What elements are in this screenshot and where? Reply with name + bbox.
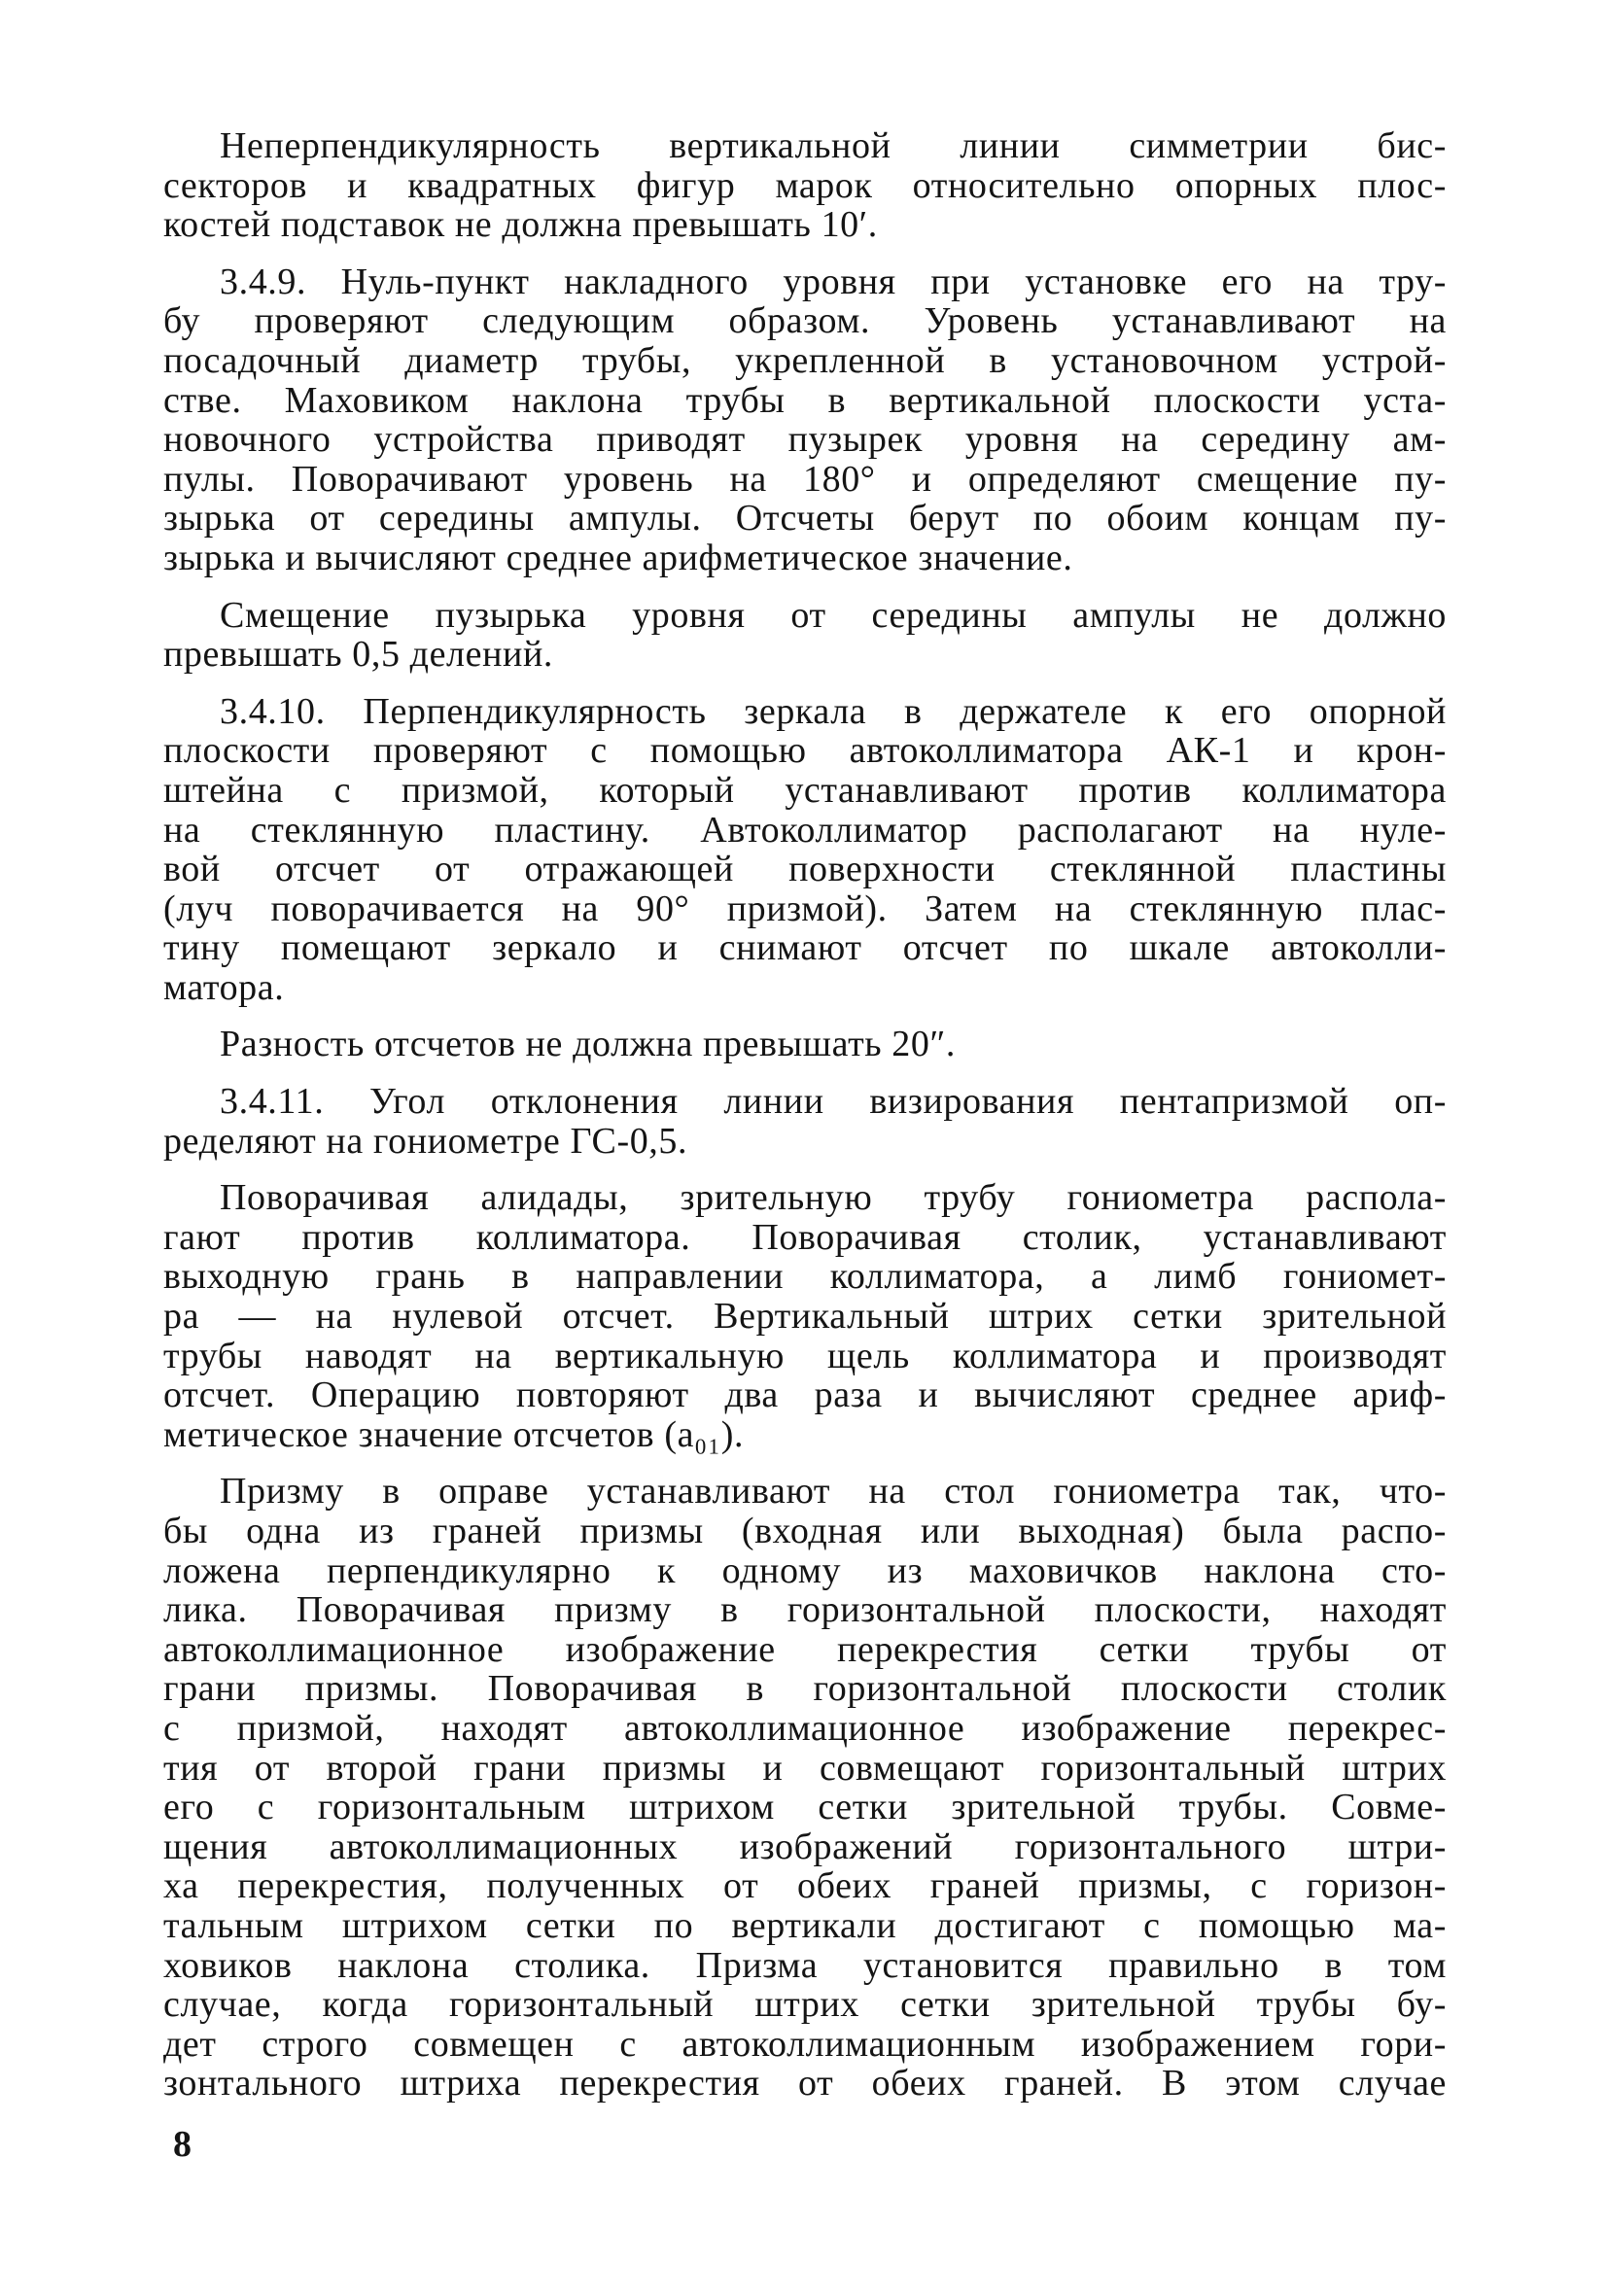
text-line: лика. Поворачивая призму в горизонтальной плоскости, находят <box>163 1589 1447 1631</box>
text-line: бу проверяют следующим образом. Уровень устанавливают на <box>163 300 1447 342</box>
text-line: трубы наводят на вертикальную щель коллиматора и производят <box>163 1335 1447 1376</box>
text-line: секторов и квадратных фигур марок относительно опорных плос- <box>163 164 1447 206</box>
text-line: бы одна из граней призмы (входная или выходная) была распо- <box>163 1511 1447 1551</box>
text-line: превышать 0,5 делений. <box>163 634 553 676</box>
text-line: матора. <box>163 966 285 1008</box>
text-line: 3.4.10. Перпендикулярность зеркала в держателе к его опорной <box>220 690 1447 732</box>
text-line: выходную грань в направлении коллиматора, а лимб гониомет- <box>163 1256 1447 1298</box>
text-line: отсчет. Операцию повторяют два раза и вычисляют среднее ариф- <box>163 1374 1447 1416</box>
paragraph-reading-difference <box>163 1025 1447 1064</box>
text-line: посадочный диаметр трубы, укрепленной в установочном устрой- <box>163 339 1447 381</box>
text-line: грани призмы. Поворачивая в горизонтальной плоскости столик <box>163 1668 1447 1710</box>
text-line: Неперпендикулярность вертикальной линии симметрии бис- <box>220 125 1447 166</box>
paragraph-alidade <box>163 1178 1447 1454</box>
text-line: тальным штрихом сетки по вертикали достигают с помощью ма- <box>163 1904 1447 1946</box>
text-line: ределяют на гониометре ГС-0,5. <box>163 1120 688 1162</box>
text-line: штейна с призмой, который устанавливают против коллиматора <box>163 769 1447 811</box>
text-line: с призмой, находят автоколлимационное изображение перекрес- <box>163 1707 1447 1749</box>
paragraph-3-4-10 <box>163 692 1447 1008</box>
text-line: ховиков наклона столика. Призма установится правильно в том <box>163 1944 1447 1986</box>
text-line: зырька и вычисляют среднее арифметическое значение. <box>163 537 1073 578</box>
paragraph-non-perpendicularity <box>163 126 1447 245</box>
text-line: Смещение пузырька уровня от середины ампулы не должно <box>220 594 1447 636</box>
text-line: автоколлимационное изображение перекрестия сетки трубы от <box>163 1628 1447 1670</box>
text-line: гают против коллиматора. Поворачивая столик, устанавливают <box>163 1216 1447 1258</box>
text-line: тину помещают зеркало и снимают отсчет по шкале автоколли- <box>163 927 1447 969</box>
text-line: ха перекрестия, полученных от обеих граней призмы, с горизон- <box>163 1865 1447 1907</box>
text-line: его с горизонтальным штрихом сетки зрительной трубы. Совме- <box>163 1787 1447 1828</box>
text-line: Поворачивая алидады, зрительную трубу гониометра распола- <box>220 1177 1447 1219</box>
text-line: новочного устройства приводят пузырек уровня на середину ам- <box>163 419 1447 461</box>
text-line: Разность отсчетов не должна превышать 20″. <box>220 1024 957 1065</box>
text-line: вой отсчет от отражающей поверхности стеклянной пластины <box>163 849 1447 890</box>
paragraph-bubble-offset <box>163 596 1447 675</box>
text-line: 3.4.9. Нуль-пункт накладного уровня при установке его на тру- <box>220 261 1447 302</box>
document-page <box>163 126 1447 2121</box>
text-line: 3.4.11. Угол отклонения линии визирования пентапризмой оп- <box>220 1081 1447 1123</box>
text-line: щения автоколлимационных изображений горизонтального штри- <box>163 1826 1447 1867</box>
text-line: пулы. Поворачивают уровень на 180° и определяют смещение пу- <box>163 458 1447 500</box>
text-line: плоскости проверяют с помощью автоколлиматора АК-1 и крон- <box>163 730 1447 772</box>
text-line: на стеклянную пластину. Автоколлиматор располагают на нуле- <box>163 809 1447 851</box>
text-line: стве. Маховиком наклона трубы в вертикальной плоскости уста- <box>163 379 1447 421</box>
page-number: 8 <box>173 2124 192 2165</box>
text-line: Призму в оправе устанавливают на стол гониометра так, что- <box>220 1471 1447 1513</box>
text-line: зонтального штриха перекрестия от обеих граней. В этом случае <box>163 2063 1447 2105</box>
text-line: (луч поворачивается на 90° призмой). Затем на стеклянную плас- <box>163 887 1447 929</box>
text-line: костей подставок не должна превышать 10′. <box>163 204 878 246</box>
text-line: дет строго совмещен с автоколлимационным изображением гори- <box>163 2023 1447 2065</box>
paragraph-prism-mounting <box>163 1472 1447 2104</box>
text-line: тия от второй грани призмы и совмещают горизонтальный штрих <box>163 1747 1447 1789</box>
text-line: ложена перпендикулярно к одному из маховичков наклона сто- <box>163 1549 1447 1591</box>
paragraph-3-4-11 <box>163 1082 1447 1161</box>
text-line: случае, когда горизонтальный штрих сетки зрительной трубы бу- <box>163 1984 1447 2026</box>
text-line: метическое значение отсчетов (a₀₁). <box>163 1413 745 1455</box>
paragraph-3-4-9 <box>163 262 1447 578</box>
text-line: ра — на нулевой отсчет. Вертикальный штрих сетки зрительной <box>163 1296 1447 1338</box>
text-line: зырька от середины ампулы. Отсчеты берут по обоим концам пу- <box>163 498 1447 539</box>
